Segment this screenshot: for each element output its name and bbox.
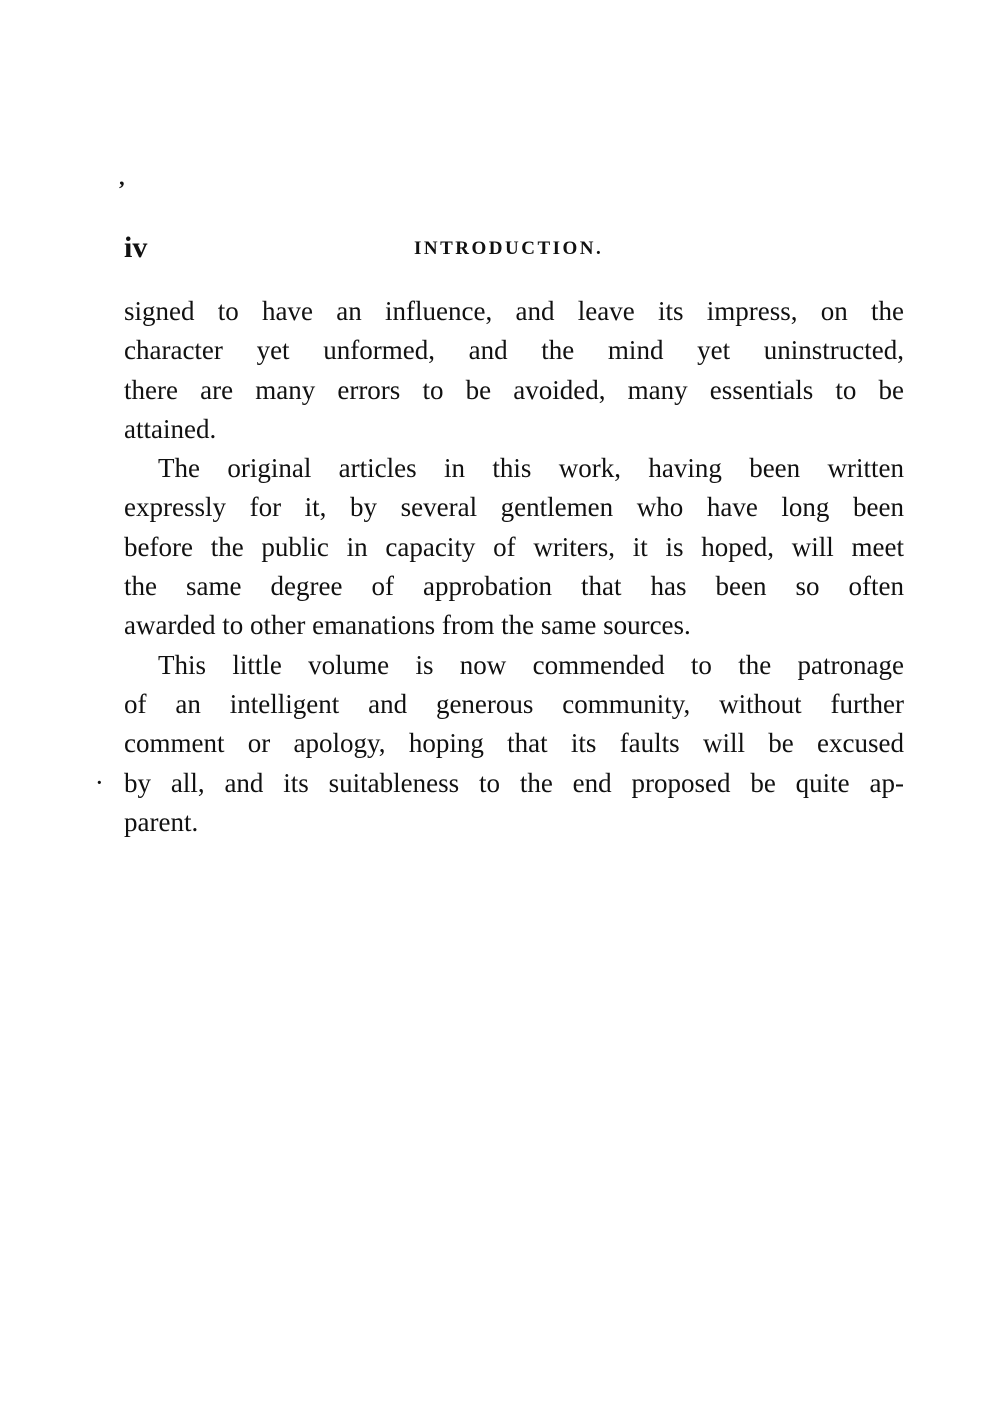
text-line: parent. [124, 806, 199, 837]
paragraph [124, 292, 904, 449]
text-line: expressly for it, by several gentlemen who have long been [124, 492, 904, 523]
text-line: comment or apology, hoping that its faults will be excused [124, 728, 904, 759]
page-number: iv [124, 231, 148, 264]
text-line: before the public in capacity of writers, it is hoped, will meet [124, 531, 904, 562]
text-line: the same degree of approbation that has been so often [124, 571, 904, 602]
text-line: character yet unformed, and the mind yet uninstructed, [124, 335, 904, 366]
text-line: awarded to other emanations from the same sources. [124, 610, 691, 641]
text-line: The original articles in this work, having been written [158, 453, 904, 484]
text-line: This little volume is now commended to the patronage [158, 649, 904, 680]
margin-ink-dot: · [96, 772, 103, 794]
text-line: of an intelligent and generous community, without further [124, 688, 904, 719]
text-line: there are many errors to be avoided, many essentials to be [124, 374, 904, 405]
page-header [124, 228, 904, 268]
text-line: signed to have an influence, and leave its impress, on the [124, 296, 904, 326]
text-line: attained. [124, 413, 217, 444]
text-line: by all, and its suitableness to the end proposed be quite ap- [124, 767, 904, 798]
body-text [124, 292, 904, 842]
paragraph [124, 449, 904, 645]
stray-ink-mark: ’ [118, 176, 126, 201]
paragraph [124, 646, 904, 842]
running-head: INTRODUCTION. [414, 238, 604, 259]
